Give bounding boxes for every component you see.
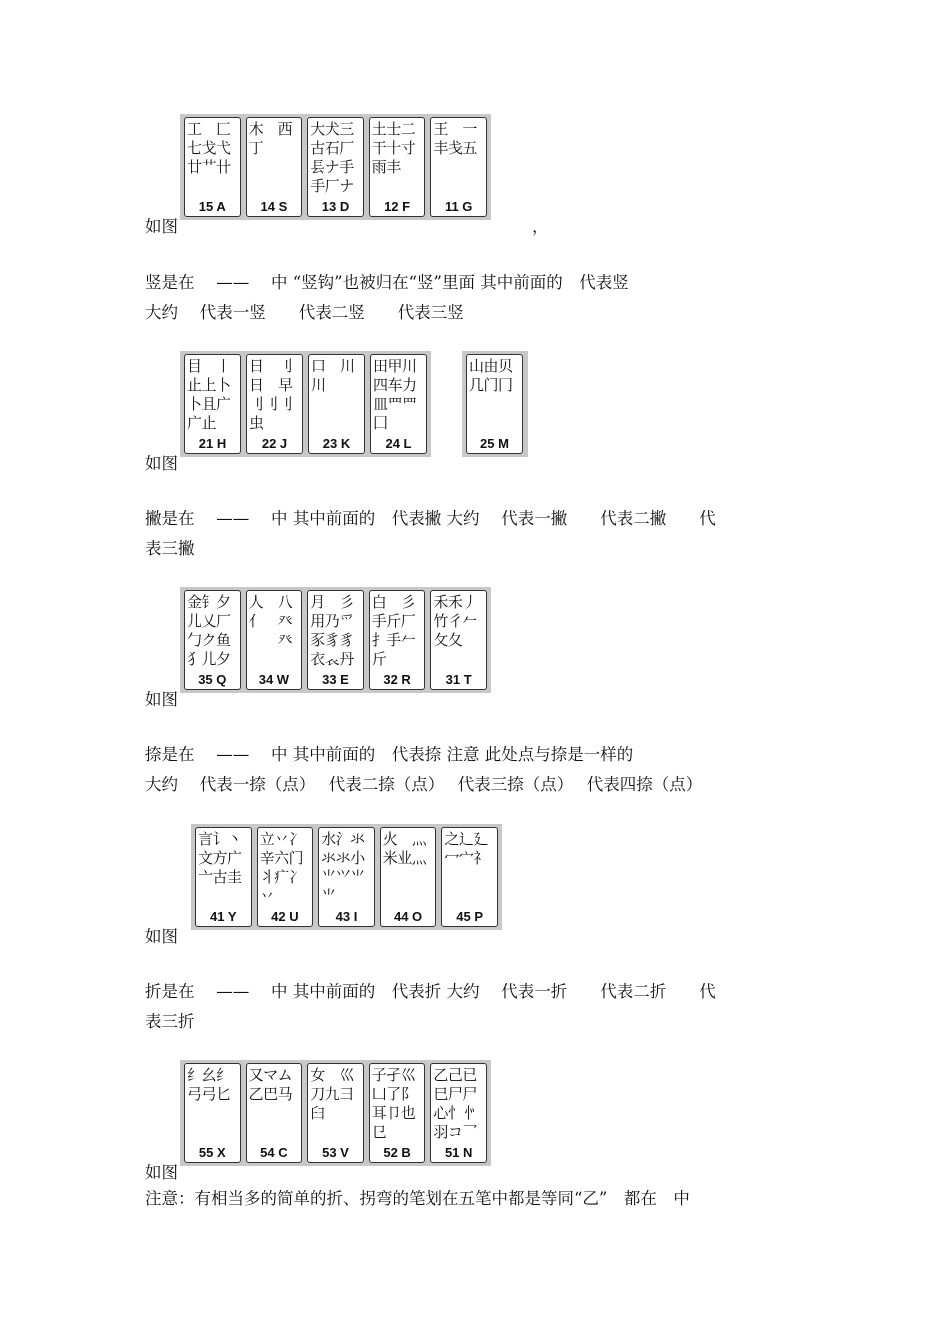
key-22j [246,354,303,454]
key-23k [308,354,365,454]
key-code: 35 Q [198,672,227,687]
key-55x [184,1063,241,1163]
key-roots: 又マム 乙巴马 [248,1066,293,1103]
key-roots: 言讠丶 文方广 亠古圭 [198,830,242,886]
key-11g [430,117,487,217]
paragraph-line: 折是在 —— 中 其中前面的 代表折 大约 代表一折 代表二折 代 [145,982,716,1001]
key-code: 12 F [384,199,411,214]
paragraph-line: 大约 代表一捺（点） 代表二捺（点） 代表三捺（点） 代表四捺（点） [145,775,703,794]
key-roots: 山由贝 几门冂 [469,357,513,394]
key-roots: 田甲川 四车力 皿罒罒 囗 [373,357,417,432]
key-board-2 [180,351,431,457]
key-roots: 土士二 干十寸 雨丰 [371,120,416,176]
paragraph-line: 撇是在 —— 中 其中前面的 代表撇 大约 代表一撇 代表二撇 代 [145,509,716,528]
key-code: 15 A [198,199,226,214]
key-54c [246,1063,303,1163]
figure-caption: 如图 [145,1163,178,1182]
key-roots: 纟幺纟 弓弓匕 [187,1066,231,1103]
key-roots: 子孑巛 凵了阝 耳卩也 㔾 [371,1066,416,1141]
key-24l [370,354,427,454]
key-52b [369,1063,426,1163]
key-roots: 工 匚 七戈弋 廿艹卄 [187,120,231,176]
key-roots: 禾禾丿 竹彳𠂉 攵夂 [433,593,477,649]
key-roots: 口 川 川 [311,357,355,394]
key-code: 54 C [260,1145,288,1160]
paragraph-line: 注意：有相当多的简单的折、拐弯的笔划在五笔中都是等同“乙” 都在 中 [145,1189,690,1208]
key-41y [195,827,252,927]
key-code: 42 U [271,909,299,924]
key-code: 13 D [321,199,350,214]
key-code: 21 H [198,436,227,451]
key-14s [246,117,303,217]
key-code: 23 K [322,436,351,451]
paragraph-line: 表三折 [145,1012,195,1031]
key-roots: 立丷冫 辛六门 丬疒冫 丷 [259,830,304,905]
figure-caption: 如图 [145,927,178,946]
figure-caption: 如图 [145,454,178,473]
key-code: 31 T [445,672,472,687]
key-33e [307,590,364,690]
key-code: 14 S [260,199,288,214]
paragraph-line: 捺是在 —— 中 其中前面的 代表捺 注意 此处点与捺是一样的 [145,745,634,764]
key-code: 52 B [383,1145,411,1160]
key-code: 22 J [261,436,288,451]
key-board-1 [180,114,491,220]
key-roots: 之辶廴 冖宀礻 [444,830,488,867]
key-51n [430,1063,487,1163]
key-board-2-extra [462,351,528,457]
key-code: 32 R [383,672,411,687]
key-roots: 女 巛 刀九彐 臼 [310,1066,354,1122]
figure-caption: 如图 [145,217,178,236]
caption-comma: ， [532,217,549,236]
key-board-4 [191,824,502,930]
key-roots: 王 一 丰戋五 [433,120,477,157]
key-roots: 木 西 丁 [248,120,293,157]
paragraph-line: 竖是在 —— 中 “竖钩”也被归在“竖”里面 其中前面的 代表竖 [145,273,629,292]
key-board-3 [180,587,491,693]
key-12f [369,117,426,217]
key-board-5 [180,1060,491,1166]
key-53v [307,1063,364,1163]
key-roots: 日 刂 日 早 刂刂刂 虫 [249,357,293,432]
key-code: 43 I [335,909,358,924]
key-13d [307,117,364,217]
key-roots: 金钅夕 儿乂厂 勹ク鱼 犭儿夕 [187,593,231,668]
key-21h [184,354,241,454]
key-code: 33 E [322,672,349,687]
key-42u [257,827,314,927]
key-code: 45 P [456,909,484,924]
key-roots: 大犬三 古石厂 镸ナ手 手厂ナ [310,120,354,195]
key-code: 11 G [444,199,473,214]
key-roots: 人 八 亻 癶 癶 [248,593,293,649]
key-code: 34 W [258,672,290,687]
key-45p [441,827,498,927]
key-44o [380,827,437,927]
key-roots: 火 灬 米业灬 [382,830,427,867]
key-code: 44 O [393,909,423,924]
figure-caption: 如图 [145,690,178,709]
key-35q [184,590,241,690]
key-code: 41 Y [210,909,237,924]
key-roots: 乙己已 巳尸尸 心忄㣺 羽コ乛 [433,1066,477,1141]
key-roots: 水氵氺 氺氺小 ⺌⺍⺌ ⺌ [321,830,365,905]
key-code: 24 L [385,436,412,451]
key-15a [184,117,241,217]
key-43i [318,827,375,927]
key-code: 25 M [480,436,509,451]
key-roots: 白 彡 手斤厂 扌手𠂉 斤 [371,593,416,668]
key-31t [430,590,487,690]
key-32r [369,590,426,690]
key-code: 51 N [444,1145,473,1160]
key-34w [246,590,303,690]
key-code: 53 V [322,1145,349,1160]
paragraph-line: 大约 代表一竖 代表二竖 代表三竖 [145,303,464,322]
key-25m [466,354,523,454]
key-roots: 月 彡 用乃爫 豕豸豸 衣𧘇丹 [310,593,354,668]
paragraph-line: 表三撇 [145,539,195,558]
key-roots: 目 丨 止上卜 卜且广 广止 [187,357,231,432]
key-code: 55 X [198,1145,226,1160]
